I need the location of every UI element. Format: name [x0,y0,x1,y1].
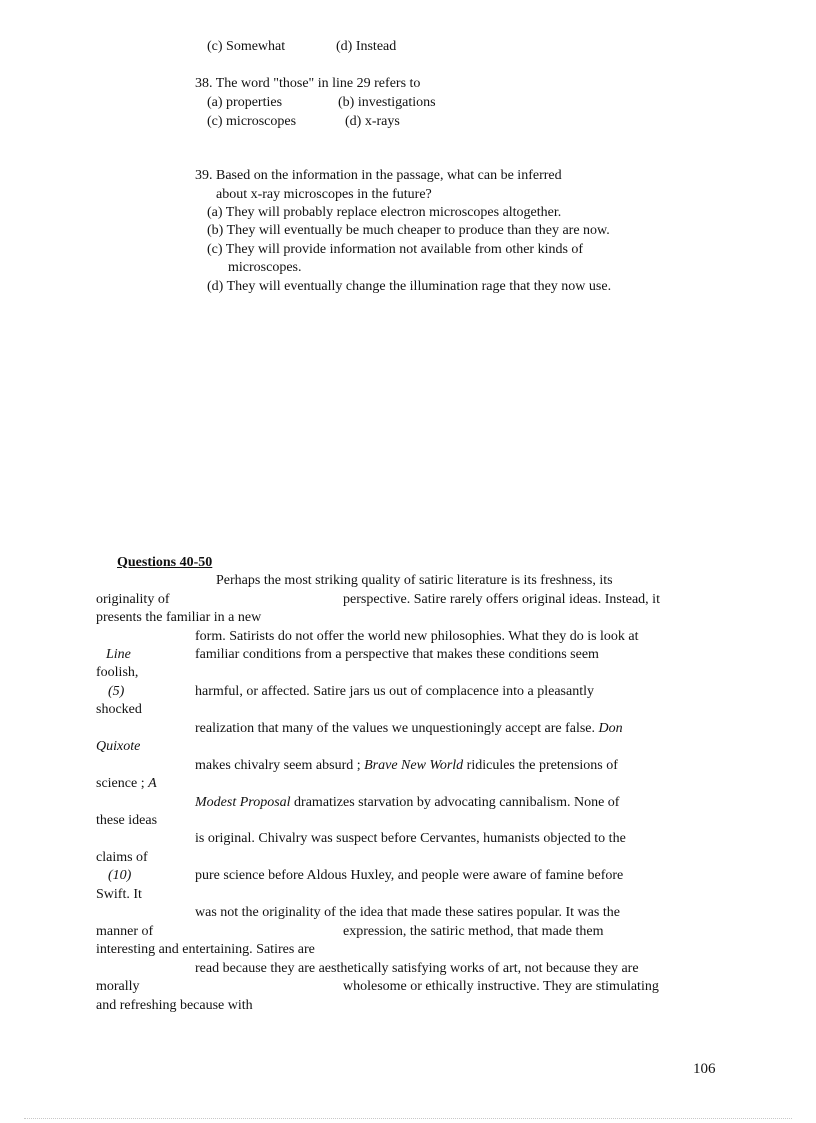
book-title-quixote: Quixote [96,739,141,754]
section-heading: Questions 40-50 [117,555,213,570]
book-title-don: Don [598,721,623,736]
q37-option-c: (c) Somewhat [207,39,286,54]
passage-line: morally [96,979,140,994]
line-marker-5: (5) [108,684,125,699]
passage-line: presents the familiar in a new [96,610,262,625]
q38-option-c: (c) microscopes [207,114,297,129]
q39-option-c-line2: microscopes. [228,260,302,275]
passage-line: originality of [96,592,170,607]
passage-line: form. Satirists do not offer the world new philosophies. What they do is look at [195,629,639,644]
passage-line: these ideas [96,813,158,828]
passage-line: makes chivalry seem absurd ; Brave New World ridicules the pretensions of [195,758,618,773]
passage-line: foolish, [96,665,139,680]
line-marker-label: Line [106,647,131,662]
q38-option-a: (a) properties [207,95,283,110]
passage-line: Modest Proposal dramatizes starvation by advocating cannibalism. None of [195,795,620,810]
page-bottom-divider [24,1118,792,1119]
passage-line: harmful, or affected. Satire jars us out of complacence into a pleasantly [195,684,594,699]
passage-line: Swift. It [96,887,142,902]
book-title-a: A [148,776,157,791]
q38-option-d: (d) x-rays [345,114,400,129]
passage-line: read because they are aesthetically satisfying works of art, not because they are [195,961,639,976]
q39-stem-line1: 39. Based on the information in the passage, what can be inferred [195,168,562,183]
passage-line: claims of [96,850,148,865]
passage-line: interesting and entertaining. Satires are [96,942,315,957]
passage-line: manner of [96,924,154,939]
q39-option-a: (a) They will probably replace electron microscopes altogether. [207,205,562,220]
q39-option-c-line1: (c) They will provide information not available from other kinds of [207,242,584,257]
passage-line: realization that many of the values we unquestioningly accept are false. Don [195,721,623,736]
q38-stem: 38. The word "those" in line 29 refers to [195,76,421,91]
q39-option-d: (d) They will eventually change the illumination rage that they now use. [207,279,612,294]
book-title-brave-new-world: Brave New World [364,758,464,773]
passage-line: pure science before Aldous Huxley, and people were aware of famine before [195,868,624,883]
passage-line: expression, the satiric method, that made them [343,924,604,939]
passage-line: science ; A [96,776,157,791]
book-title-modest-proposal: Modest Proposal [195,795,291,810]
q39-option-b: (b) They will eventually be much cheaper to produce than they are now. [207,223,610,238]
passage-line: shocked [96,702,142,717]
passage-line: was not the originality of the idea that made these satires popular. It was the [195,905,620,920]
line-marker-10: (10) [108,868,132,883]
passage-line: is original. Chivalry was suspect before Cervantes, humanists objected to the [195,831,626,846]
q39-stem-line2: about x-ray microscopes in the future? [216,187,432,202]
passage-line: and refreshing because with [96,998,253,1013]
passage-line: familiar conditions from a perspective that makes these conditions seem [195,647,599,662]
passage-line: wholesome or ethically instructive. They are stimulating [343,979,659,994]
passage-line: perspective. Satire rarely offers original ideas. Instead, it [343,592,660,607]
page-number: 106 [693,1061,716,1077]
q37-option-d: (d) Instead [336,39,397,54]
q38-option-b: (b) investigations [338,95,436,110]
passage-line: Perhaps the most striking quality of satiric literature is its freshness, its [216,573,613,588]
